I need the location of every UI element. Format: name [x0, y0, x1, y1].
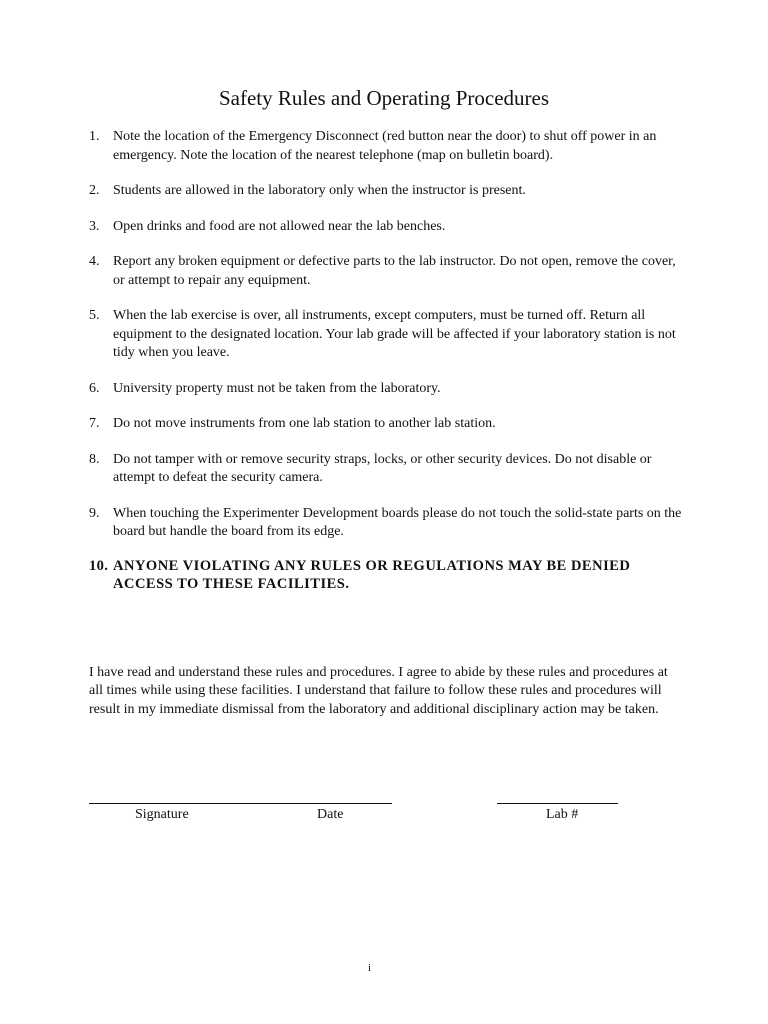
rule-item — [89, 307, 689, 363]
rule-number: 1. — [89, 129, 100, 144]
rule-number: 2. — [89, 183, 100, 198]
rule-number: 9. — [89, 505, 100, 521]
rule-number: 8. — [89, 451, 100, 467]
rule-item — [89, 182, 689, 201]
rule-text: Report any broken equipment or defective parts to the lab instructor. Do not open, remove the cover, or attempt to repair any equipment. — [113, 254, 676, 288]
rule-item-warning — [89, 557, 689, 594]
document-title: Safety Rules and Operating Procedures — [218, 86, 550, 110]
lab-number-line — [497, 803, 618, 804]
rule-text: Note the location of the Emergency Disconnect (red button near the door) to shut off power in an emergency. Note the location of the nearest telephone (map on bulletin board). — [113, 129, 657, 163]
rule-item — [89, 415, 689, 434]
rule-text: ANYONE VIOLATING ANY RULES OR REGULATIONS MAY BE DENIED ACCESS TO THESE FACILITIES. — [113, 557, 631, 592]
rule-item — [89, 451, 689, 488]
date-label: Date — [317, 807, 344, 822]
rule-number: 3. — [89, 218, 100, 234]
acknowledgement-paragraph: I have read and understand these rules and procedures. I agree to abide by these rules and procedures at all times while using these facilities. I understand that failure to follow these rules and procedures will result in my immediate dismissal from the laboratory and additional disciplinary action may be taken. — [89, 665, 668, 717]
rule-text: Do not tamper with or remove security straps, locks, or other security devices. Do not disable or attempt to defeat the security camera. — [113, 451, 652, 485]
rule-number: 5. — [89, 308, 100, 323]
rule-number: 6. — [89, 380, 100, 396]
signature-date-line — [89, 803, 392, 804]
rule-item — [89, 253, 689, 290]
rule-item — [89, 218, 689, 237]
rule-text: Do not move instruments from one lab station to another lab station. — [113, 416, 496, 431]
rule-item — [89, 505, 689, 542]
rule-text: Students are allowed in the laboratory only when the instructor is present. — [113, 183, 526, 198]
signature-label: Signature — [135, 807, 189, 822]
rules-list — [89, 128, 689, 594]
rule-item — [89, 380, 689, 399]
rule-number: 7. — [89, 416, 100, 431]
rule-text: Open drinks and food are not allowed near the lab benches. — [113, 218, 446, 234]
rule-text: When the lab exercise is over, all instruments, except computers, must be turned off. Return all equipment to the designated location. Your lab grade will be affected if your laboratory station is not tidy when you leave. — [113, 308, 676, 360]
page-number: i — [368, 962, 372, 974]
rule-item — [89, 128, 689, 165]
rule-text: When touching the Experimenter Development boards please do not touch the solid-state parts on the board but handle the board from its edge. — [113, 505, 682, 539]
rule-number: 10. — [89, 557, 109, 574]
rule-text: University property must not be taken from the laboratory. — [113, 380, 441, 396]
lab-number-label: Lab # — [546, 807, 579, 822]
rule-number: 4. — [89, 254, 100, 269]
